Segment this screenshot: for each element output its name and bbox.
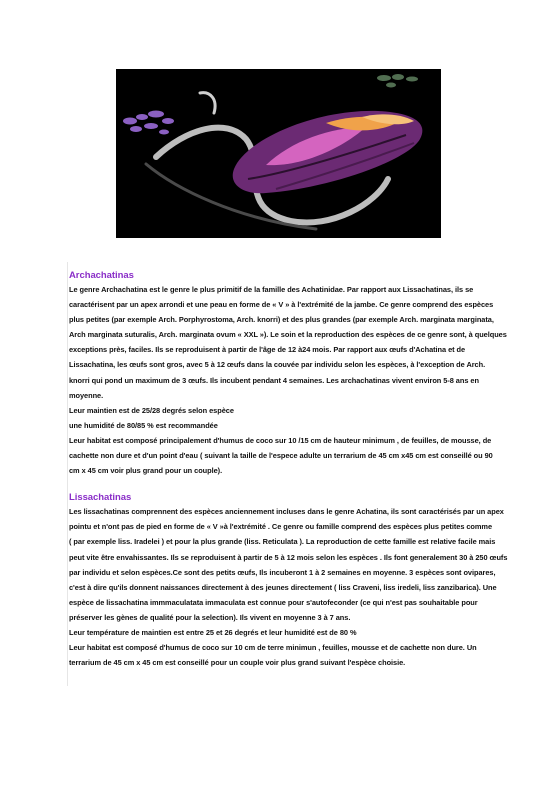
margin-rule xyxy=(67,262,68,686)
section-gap xyxy=(69,478,519,491)
habitat-line-lissachatinas: Leur habitat est composé d'humus de coco sur 10 cm de terre minimun , feuilles, mousse et de cachette non dure. Un terrarium de 45 cm x 45 cm est conseillé pour un couple voir plus grand suivant l'espèce choisie. xyxy=(69,643,477,668)
temperature-line: Leur maintien est de 25/28 degrés selon espèce xyxy=(69,405,234,415)
section-paragraph-lissachatinas: Les lissachatinas comprennent des espèces anciennement incluses dans le genre Achatina, ils sont caractérisés par un apex pointu et n'ont pas de pied en forme de « V »à l'extrémité . Ce genre ou famille comprend des espèces plus petites comme ( par exemple liss. Iradelei ) et pour la plus grande (liss. Reticulata ). La reproduction de cette famille est relative facile mais peut vite être envahissantes. Ils se reproduisent à partir de 5 à 12 mois selon les espèces . Ils font generalement 30 à 250 œufs par individu et selon espèces.Ce sont des petits œufs, Ils incuberont 1 à 2 semaines en moyenne. 3 espèces sont ovipares, c'est à dire qu'ils donnent naissances directement à des jeunes directement ( liss Craveni, liss iredeli, liss zanzibarica). Une espèce de lissachatina immmaculatata immaculata est connue pour s'autofeconder (ce qui n'est pas souhaitable pour préserver les gènes de qualité pour la selection). Ils vivent en moyenne 3 à 7 ans. xyxy=(69,507,508,622)
temperature-humidity-line: Leur température de maintien est entre 25 et 26 degrés et leur humidité est de 80 % xyxy=(69,627,357,637)
snail-icon xyxy=(116,69,441,238)
document-body xyxy=(69,269,519,670)
section-title-lissachatinas: Lissachatinas xyxy=(69,492,132,504)
section-paragraph-archachatinas: Le genre Archachatina est le genre le plus primitif de la famille des Achatinidae. Par rapport aux Lissachatinas, ils se caractérisent par un apex arrondi et une peau en forme de « V » à l'extrémité de la jambe. Ce genre comprend des espèces plus petites (par exemple Arch. Porphyrostoma, Arch. knorri) et des plus grandes (par exemple Arch. marginata marginata, Arch marginata suturalis, Arch. marginata ovum « XXL »). Le soin et la reproduction des espèces de ce genre sont, à quelques exceptions près, faciles. Ils se reproduisent à partir de l'âge de 12 à24 mois. Par rapport aux œufs d'Achatina et de Lissachatina, les œufs sont gros, avec 5 à 12 œufs dans la couvée par individu selon les espèces, à l'exception de Arch. knorri qui pond un maximum de 3 œufs. Ils incubent pendant 4 semaines. Les archachatinas vivent environ 5-8 ans en moyenne. xyxy=(69,285,507,400)
section-title-archachatinas: Archachatinas xyxy=(69,270,134,281)
snail-illustration xyxy=(116,69,441,238)
habitat-line: Leur habitat est composé principalement d'humus de coco sur 10 /15 cm de hauteur minimum , de feuilles, de mousse, de cachette non dure et d'un point d'eau ( suivant la taille de l'espece adulte un terrarium de 45 cm x45 cm est conseillé ou 90 cm x 45 cm voir plus grand pour un couple). xyxy=(69,435,493,476)
humidity-line: une humidité de 80/85 % est recommandée xyxy=(69,420,218,430)
